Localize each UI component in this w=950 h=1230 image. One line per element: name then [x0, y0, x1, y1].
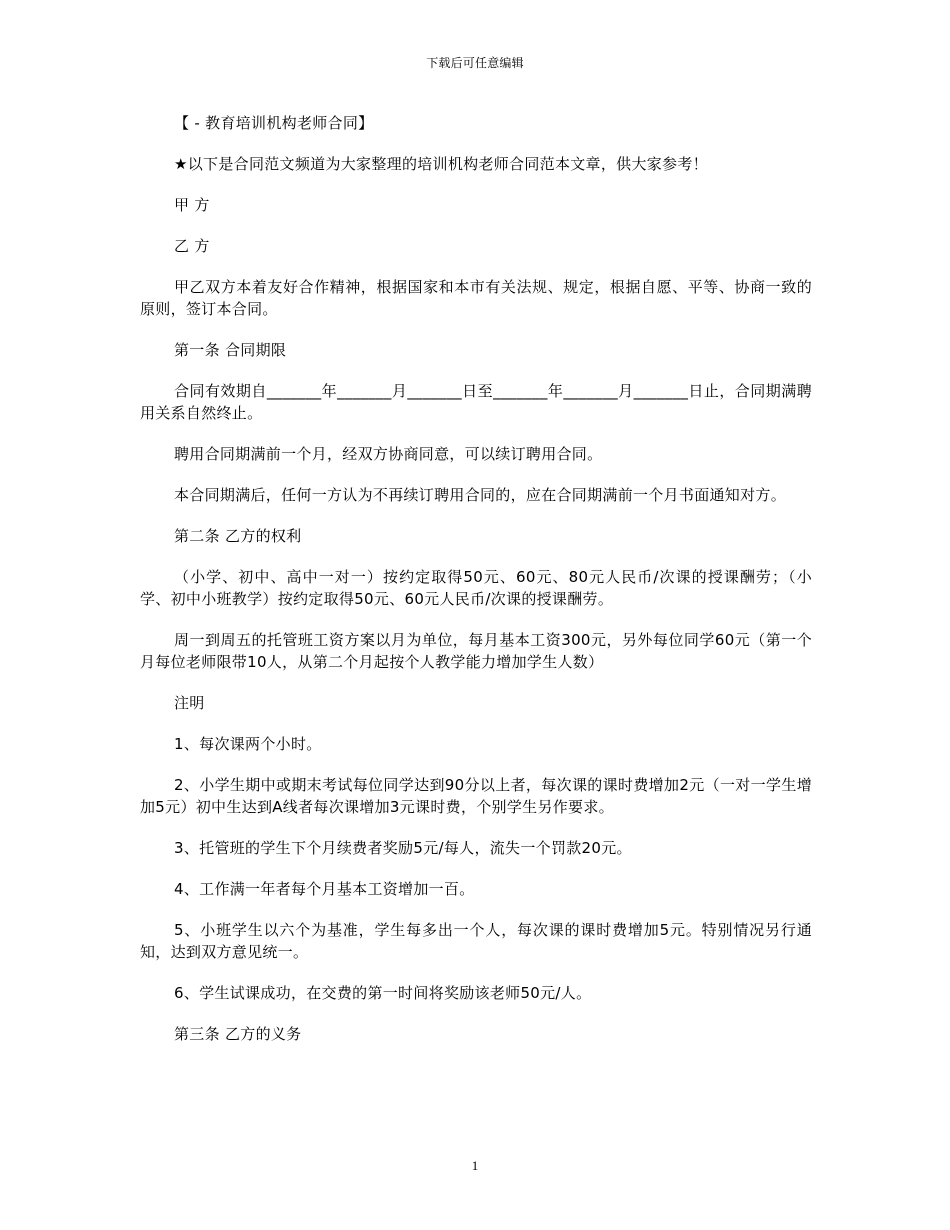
article1-notice: 本合同期满后，任何一方认为不再续订聘用合同的，应在合同期满前一个月书面通知对方。: [174, 486, 787, 504]
note-item-3: 3、托管班的学生下个月续费者奖励5元/每人，流失一个罚款20元。: [174, 839, 632, 857]
party-a: 甲 方: [174, 196, 210, 214]
header-note: 下载后可任意编辑: [426, 56, 524, 70]
preamble-paragraph: 甲乙双方本着友好合作精神，根据国家和本市有关法规、规定，根据自愿、平等、协商一致的原则，签订本合同。: [140, 278, 812, 318]
note-item-4: 4、工作满一年者每个月基本工资增加一百。: [174, 880, 475, 898]
title-line: 【 - 教育培训机构老师合同】: [174, 114, 374, 132]
note-item-6: 6、学生试课成功，在交费的第一时间将奖励该老师50元/人。: [174, 984, 592, 1002]
article2-title: 第二条 乙方的权利: [174, 527, 302, 545]
note-item-1: 1、每次课两个小时。: [174, 735, 322, 753]
document-body: [140, 112, 812, 1064]
party-b: 乙 方: [174, 237, 210, 255]
article1-title: 第一条 合同期限: [174, 341, 287, 359]
article1-renew: 聘用合同期满前一个月，经双方协商同意，可以续订聘用合同。: [174, 445, 603, 463]
notes-title: 注明: [174, 694, 205, 712]
article2-salary: 周一到周五的托管班工资方案以月为单位，每月基本工资300元，另外每位同学60元（第一个月每位老师限带10人，从第二个月起按个人教学能力增加学生人数）: [140, 631, 812, 671]
article3-title: 第三条 乙方的义务: [174, 1025, 302, 1043]
page-number: 1: [471, 1158, 479, 1173]
intro-paragraph: ★以下是合同范文频道为大家整理的培训机构老师合同范本文章，供大家参考！: [174, 155, 708, 173]
note-item-5: 5、小班学生以六个为基准，学生每多出一个人，每次课的课时费增加5元。特别情况另行通知，达到双方意见统一。: [140, 921, 812, 961]
article2-pay: （小学、初中、高中一对一）按约定取得50元、60元、80元人民币/次课的授课酬劳；（小学、初中小班教学）按约定取得50元、60元人民币/次课的授课酬劳。: [140, 568, 812, 608]
note-item-2: 2、小学生期中或期末考试每位同学达到90分以上者，每次课的课时费增加2元（一对一学生增加5元）初中生达到A线者每次课增加3元课时费，个别学生另作要求。: [140, 776, 812, 816]
article1-term: 合同有效期自_______年_______月_______日至_______年_______月_______日止，合同期满聘用关系自然终止。: [140, 382, 812, 422]
